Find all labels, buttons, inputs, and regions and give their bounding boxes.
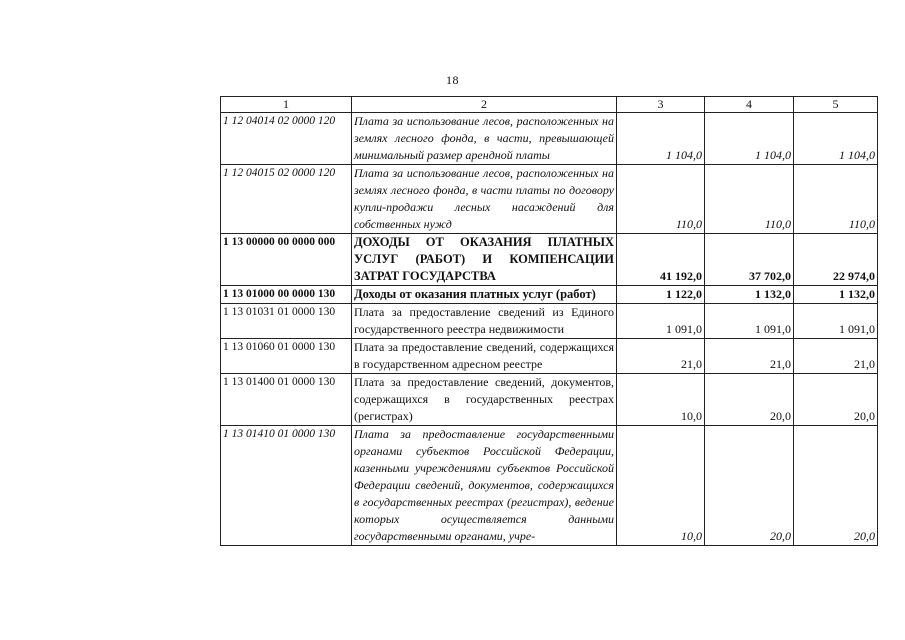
value-col-4: 1 132,0 bbox=[705, 286, 794, 304]
value-col-4: 20,0 bbox=[705, 426, 794, 546]
table-row bbox=[221, 165, 878, 234]
table-header-row bbox=[221, 97, 878, 113]
table-row bbox=[221, 286, 878, 304]
table-row bbox=[221, 426, 878, 546]
value-col-4: 37 702,0 bbox=[705, 234, 794, 286]
value-col-5: 20,0 bbox=[794, 374, 878, 426]
value-col-5: 22 974,0 bbox=[794, 234, 878, 286]
value-col-3: 10,0 bbox=[617, 426, 705, 546]
header-col-5: 5 bbox=[794, 97, 878, 113]
header-col-1: 1 bbox=[221, 97, 352, 113]
income-name: Плата за предоставление сведений из Единого государственного реестра недвижимости bbox=[352, 304, 617, 339]
table-row bbox=[221, 113, 878, 165]
budget-code: 1 13 00000 00 0000 000 bbox=[221, 234, 352, 286]
income-name: ДОХОДЫ ОТ ОКАЗАНИЯ ПЛАТНЫХ УСЛУГ (РАБОТ) И КОМПЕНСАЦИИ ЗАТРАТ ГОСУДАРСТВА bbox=[352, 234, 617, 286]
header-col-2: 2 bbox=[352, 97, 617, 113]
income-name: Плата за использование лесов, расположенных на землях лесного фонда, в части, превышающей минимальный размер арендной платы bbox=[352, 113, 617, 165]
value-col-4: 20,0 bbox=[705, 374, 794, 426]
budget-code: 1 13 01410 01 0000 130 bbox=[221, 426, 352, 546]
income-name: Доходы от оказания платных услуг (работ) bbox=[352, 286, 617, 304]
budget-code: 1 13 01000 00 0000 130 bbox=[221, 286, 352, 304]
budget-code: 1 12 04015 02 0000 120 bbox=[221, 165, 352, 234]
budget-code: 1 13 01060 01 0000 130 bbox=[221, 339, 352, 374]
table-row bbox=[221, 339, 878, 374]
income-name: Плата за предоставление сведений, документов, содержащихся в государственных реестрах (регистрах) bbox=[352, 374, 617, 426]
value-col-5: 21,0 bbox=[794, 339, 878, 374]
budget-table bbox=[220, 96, 878, 546]
value-col-5: 20,0 bbox=[794, 426, 878, 546]
value-col-3: 1 122,0 bbox=[617, 286, 705, 304]
page-number: 18 bbox=[446, 73, 459, 87]
budget-code: 1 13 01400 01 0000 130 bbox=[221, 374, 352, 426]
value-col-4: 1 091,0 bbox=[705, 304, 794, 339]
value-col-5: 110,0 bbox=[794, 165, 878, 234]
table-row bbox=[221, 374, 878, 426]
header-col-3: 3 bbox=[617, 97, 705, 113]
value-col-4: 1 104,0 bbox=[705, 113, 794, 165]
value-col-5: 1 132,0 bbox=[794, 286, 878, 304]
value-col-3: 1 091,0 bbox=[617, 304, 705, 339]
budget-code: 1 13 01031 01 0000 130 bbox=[221, 304, 352, 339]
value-col-4: 21,0 bbox=[705, 339, 794, 374]
value-col-3: 10,0 bbox=[617, 374, 705, 426]
value-col-5: 1 104,0 bbox=[794, 113, 878, 165]
header-col-4: 4 bbox=[705, 97, 794, 113]
table-row bbox=[221, 234, 878, 286]
value-col-5: 1 091,0 bbox=[794, 304, 878, 339]
income-name: Плата за предоставление сведений, содержащихся в государственном адресном реестре bbox=[352, 339, 617, 374]
income-name: Плата за использование лесов, расположенных на землях лесного фонда, в части платы по договору купли-продажи лесных насаждений для собственных нужд bbox=[352, 165, 617, 234]
table-row bbox=[221, 304, 878, 339]
budget-code: 1 12 04014 02 0000 120 bbox=[221, 113, 352, 165]
value-col-3: 110,0 bbox=[617, 165, 705, 234]
value-col-3: 1 104,0 bbox=[617, 113, 705, 165]
income-name: Плата за предоставление государственными органами субъектов Российской Федерации, казенными учреждениями субъектов Российской Федерации сведений, документов, содержащихся в государственных реестрах (регистрах), ведение которых осуществляется данными государственными органами, учре- bbox=[352, 426, 617, 546]
value-col-3: 21,0 bbox=[617, 339, 705, 374]
value-col-4: 110,0 bbox=[705, 165, 794, 234]
value-col-3: 41 192,0 bbox=[617, 234, 705, 286]
